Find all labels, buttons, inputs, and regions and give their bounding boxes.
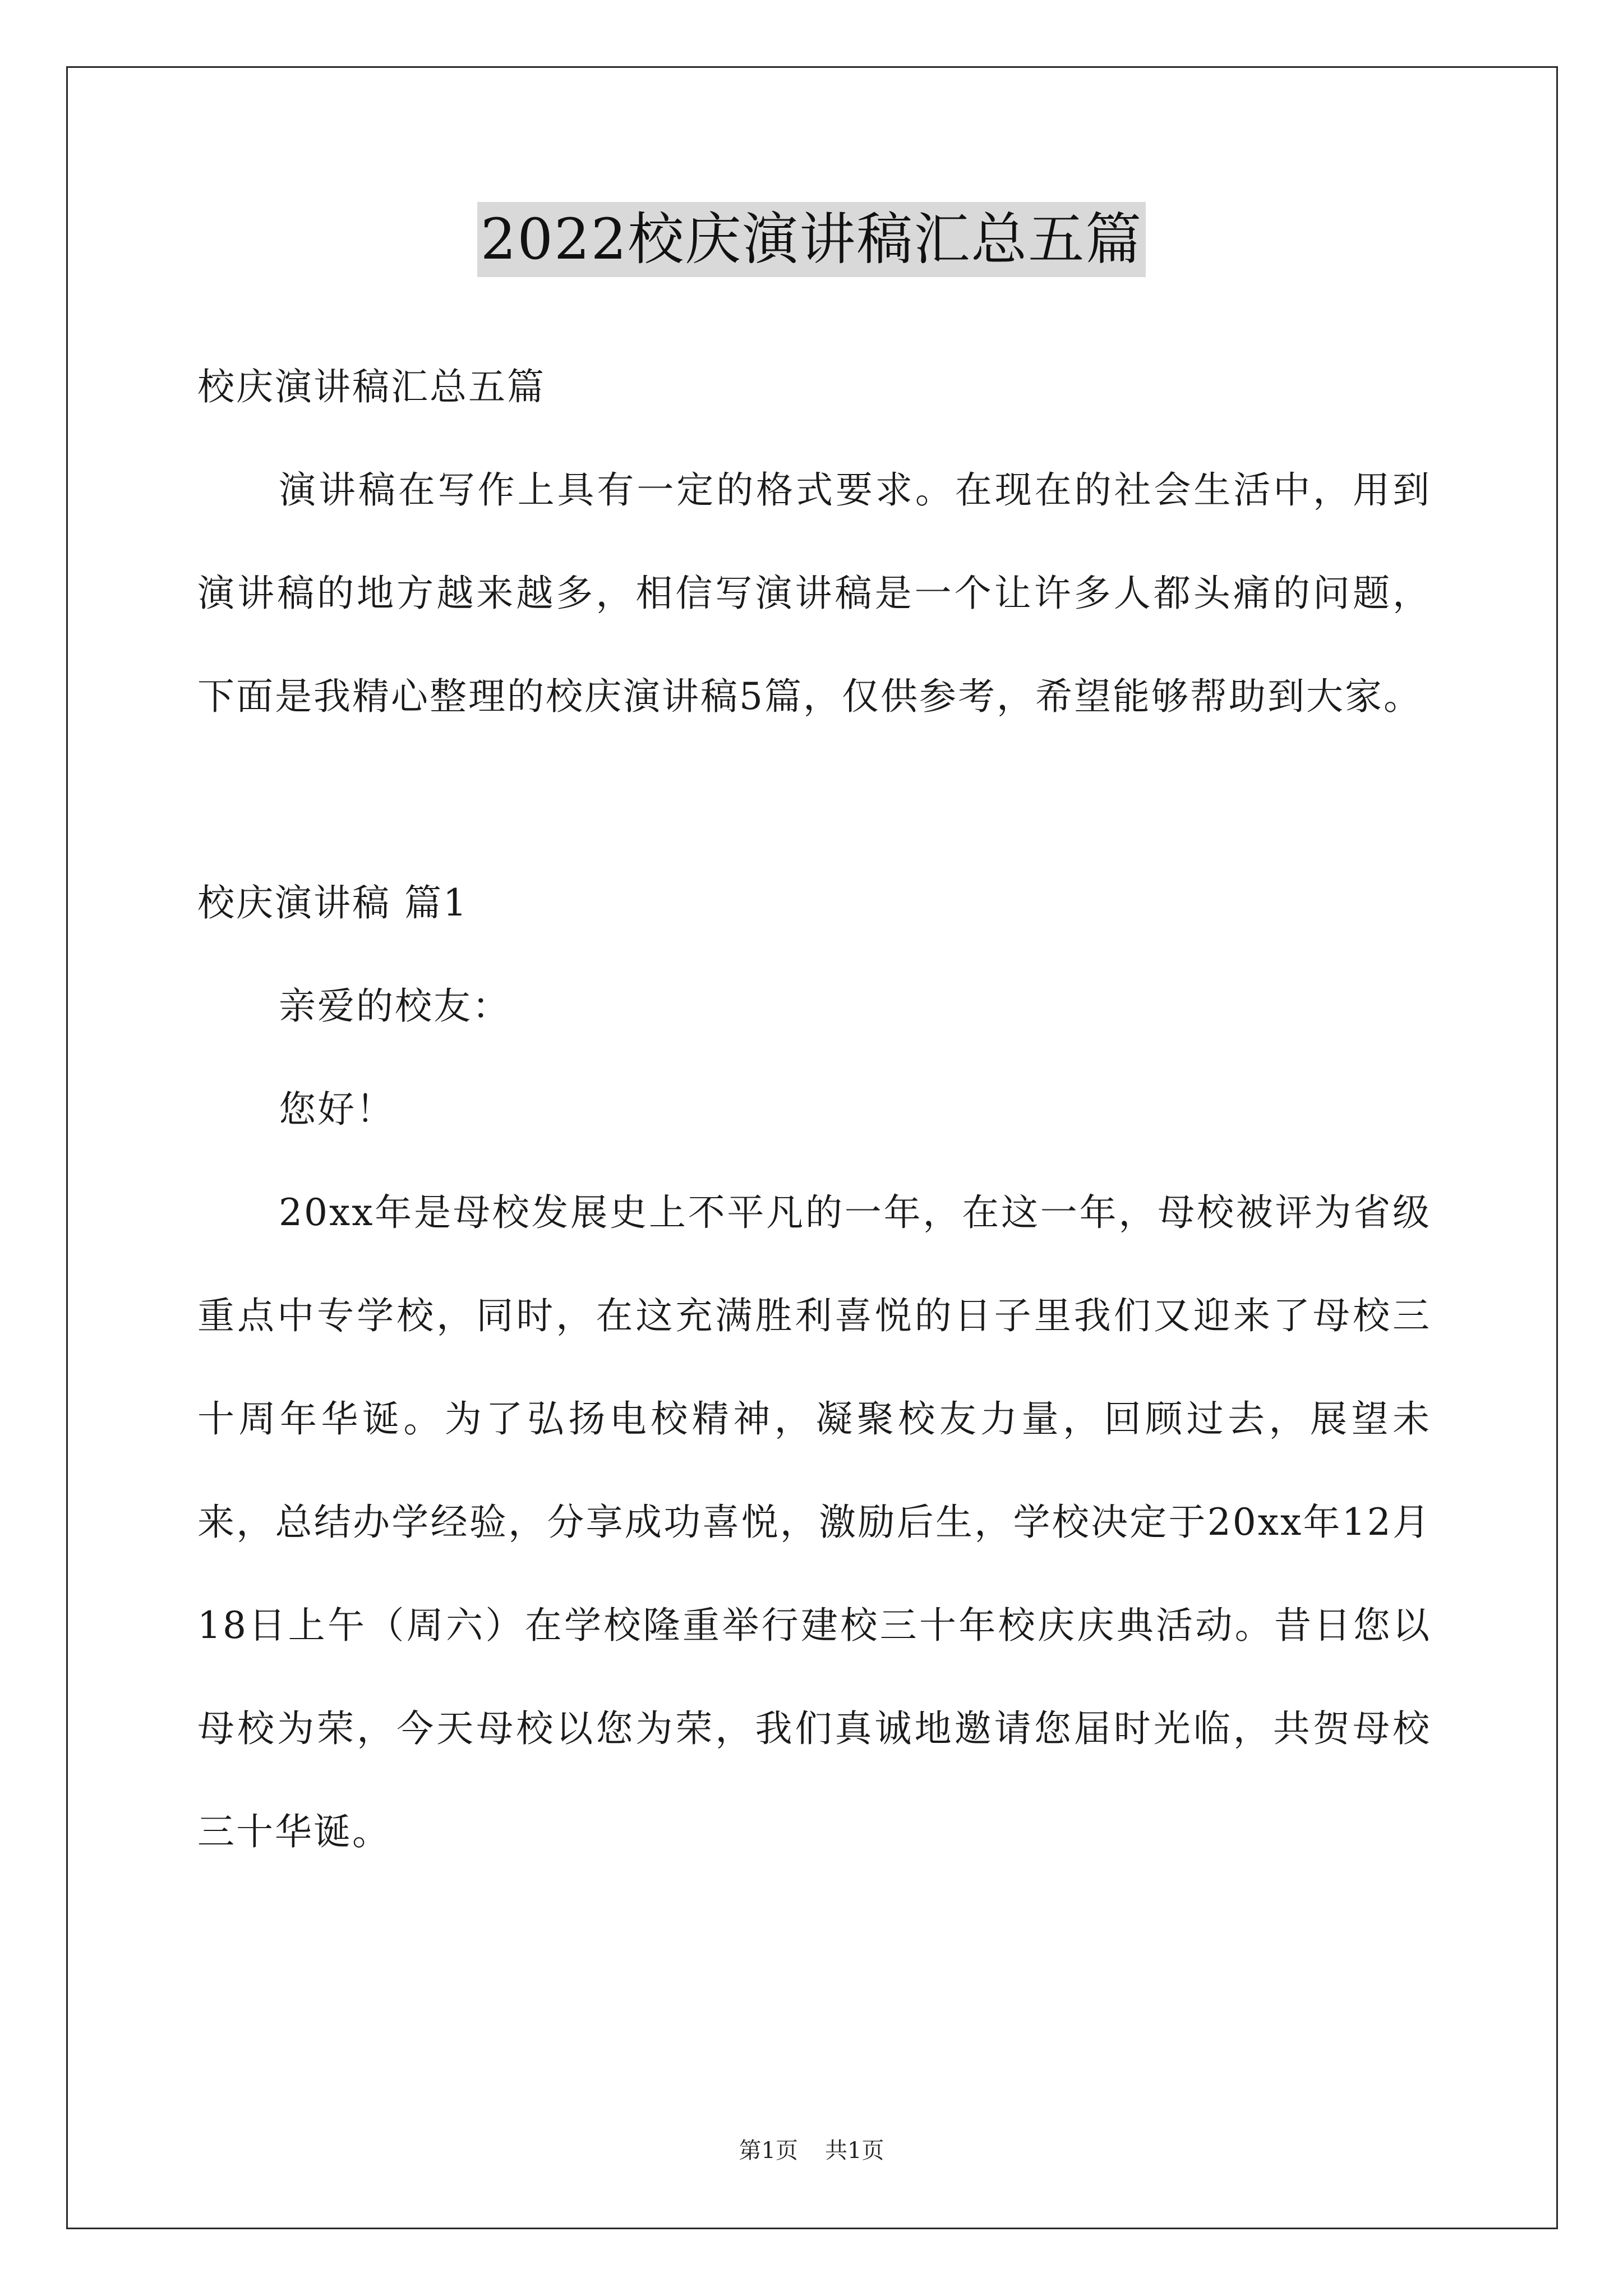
section-heading: 校庆演讲稿 篇1 bbox=[197, 881, 468, 924]
greeting: 您好！ bbox=[279, 1088, 395, 1131]
page-footer bbox=[0, 2135, 1623, 2166]
page-total: 共1页 bbox=[825, 2138, 884, 2164]
body-paragraph: 20xx年是母校发展史上不平凡的一年，在这一年，母校被评为省级重点中专学校，同时，在这充满胜利喜悦的日子里我们又迎来了母校三十周年华诞。为了弘扬电校精神，凝聚校友力量，回顾过去，展望未来，总结办学经验，分享成功喜悦，激励后生，学校决定于20xx年12月18日上午（周六）在学校隆重举行建校三十年校庆庆典活动。昔日您以母校为荣，今天母校以您为荣，我们真诚地邀请您届时光临，共贺母校三十华诞。 bbox=[197, 1191, 1431, 1853]
page-number: 第1页 bbox=[739, 2138, 798, 2164]
intro-paragraph: 演讲稿在写作上具有一定的格式要求。在现在的社会生活中，用到演讲稿的地方越来越多，相信写演讲稿是一个让许多人都头痛的问题，下面是我精心整理的校庆演讲稿5篇，仅供参考，希望能够帮助到大家。 bbox=[197, 468, 1431, 718]
document-title: 2022校庆演讲稿汇总五篇 bbox=[477, 202, 1146, 277]
title-wrap bbox=[0, 202, 1623, 277]
document-subtitle: 校庆演讲稿汇总五篇 bbox=[197, 365, 546, 408]
document-body bbox=[197, 335, 1431, 1884]
salutation: 亲爱的校友： bbox=[279, 984, 511, 1028]
